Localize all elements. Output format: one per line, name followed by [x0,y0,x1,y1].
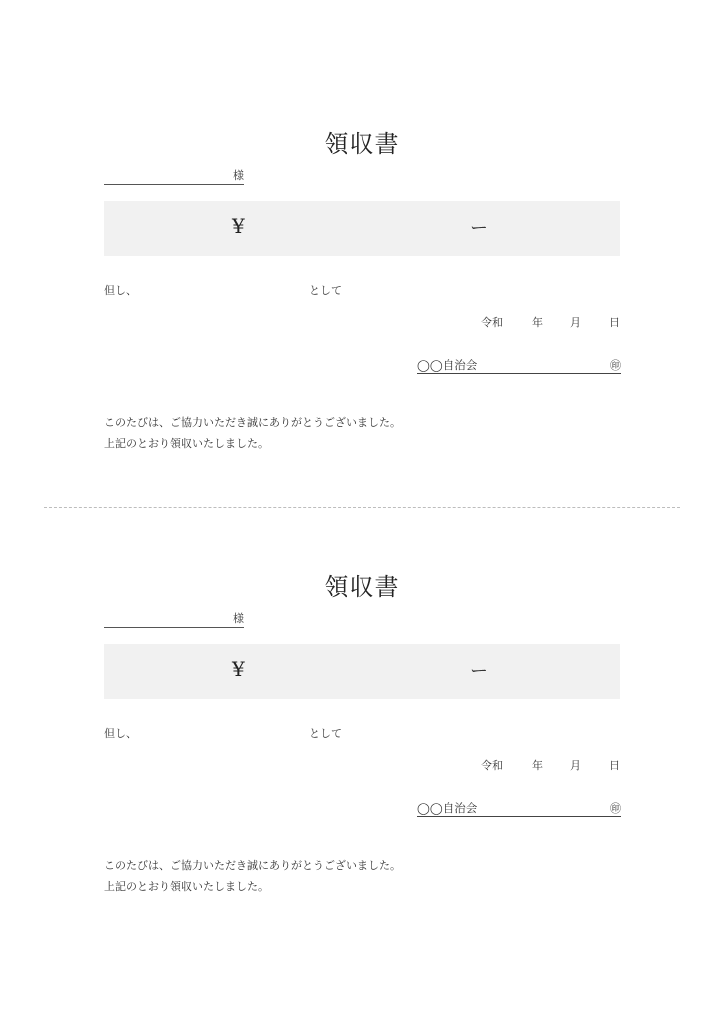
date-day-label: 日 [609,759,620,772]
issuer-line [417,800,621,817]
amount-box[interactable] [104,644,620,699]
date-day-label: 日 [609,316,620,329]
date-line[interactable] [470,757,622,773]
message-line-1: このたびは、ご協力いただき誠にありがとうございました。 [104,416,401,429]
date-month-label: 月 [570,759,581,772]
receipt-title: 領収書 [324,130,400,158]
thank-you-message [104,855,401,897]
addressee-suffix: 様 [233,169,244,182]
thank-you-message [104,412,401,454]
purpose-prefix: 但し、 [104,284,137,297]
amount-suffix-dash: ー [470,218,488,239]
addressee-field[interactable] [104,609,244,628]
yen-sign: ¥ [232,657,245,681]
receipt-top [0,118,724,538]
addressee-suffix: 様 [233,612,244,625]
seal-mark: ㊞ [610,802,621,815]
purpose-suffix: として [309,727,342,740]
purpose-line[interactable] [104,282,404,298]
issuer-line [417,357,621,374]
issuer-name: ◯◯自治会 [417,358,478,372]
date-year-label: 年 [532,316,543,329]
amount-suffix-dash: ー [470,661,488,682]
yen-sign: ¥ [232,214,245,238]
seal-mark: ㊞ [610,359,621,372]
amount-box[interactable] [104,201,620,256]
issuer-name: ◯◯自治会 [417,801,478,815]
receipt-bottom [0,561,724,981]
message-line-1: このたびは、ご協力いただき誠にありがとうございました。 [104,859,401,872]
cut-line-divider [44,507,680,508]
purpose-prefix: 但し、 [104,727,137,740]
date-era: 令和 [481,316,503,329]
message-line-2: 上記のとおり領収いたしました。 [104,880,269,893]
receipt-title: 領収書 [324,573,400,601]
addressee-field[interactable] [104,166,244,185]
purpose-line[interactable] [104,725,404,741]
date-month-label: 月 [570,316,581,329]
date-line[interactable] [470,314,622,330]
date-era: 令和 [481,759,503,772]
date-year-label: 年 [532,759,543,772]
message-line-2: 上記のとおり領収いたしました。 [104,437,269,450]
purpose-suffix: として [309,284,342,297]
